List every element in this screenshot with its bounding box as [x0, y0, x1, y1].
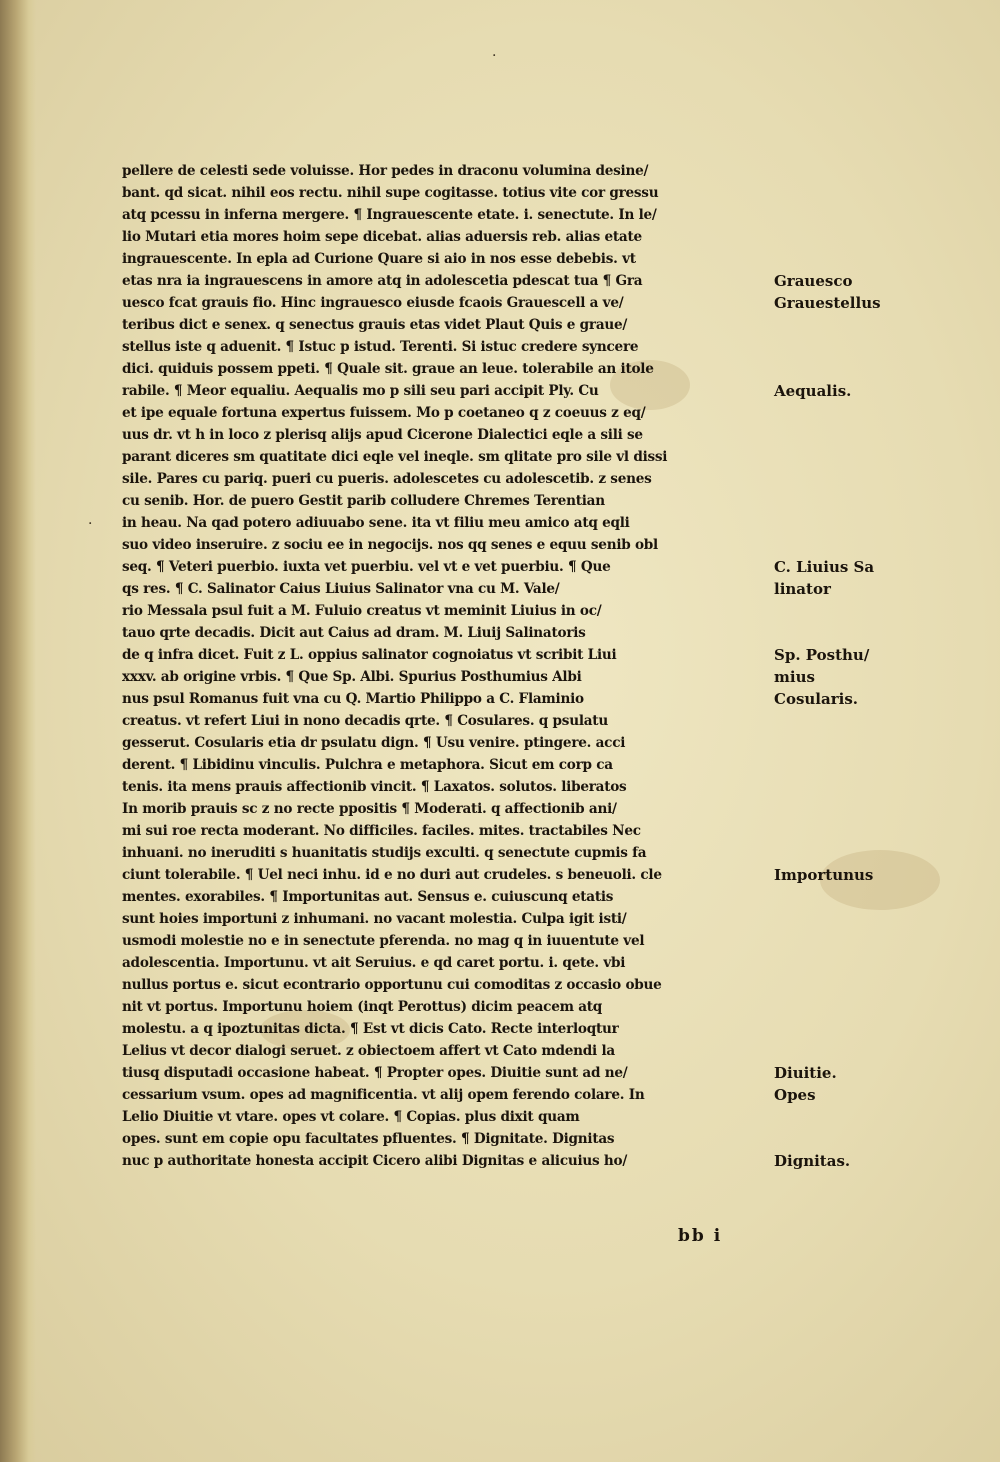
text-line: seq. ¶ Veteri puerbio. iuxta vet puerbiu. vel vt e vet puerbiu. ¶ Que	[122, 559, 611, 575]
text-line: derent. ¶ Libidinu vinculis. Pulchra e metaphora. Sicut em corp ca	[122, 757, 613, 773]
text-line: stellus iste q aduenit. ¶ Istuc p istud. Terenti. Si istuc credere syncere	[122, 339, 639, 355]
text-line: uesco fcat grauis fio. Hinc ingrauesco eiusde fcaois Grauescell a ve/	[122, 295, 624, 311]
text-line: qs res. ¶ C. Salinator Caius Liuius Salinator vna cu M. Vale/	[122, 581, 560, 597]
margin-note: Sp. Posthu/	[774, 646, 870, 664]
margin-note: Grauesco	[774, 272, 853, 290]
margin-note: C. Liuius Sa	[774, 558, 875, 576]
margin-note: Cosularis.	[774, 690, 858, 708]
margin-note: Grauestellus	[774, 294, 881, 312]
margin-note: Diuitie.	[774, 1064, 837, 1082]
text-line: tenis. ita mens prauis affectionib vincit. ¶ Laxatos. solutos. liberatos	[122, 779, 627, 795]
margin-note: Importunus	[774, 866, 874, 884]
text-line: sile. Pares cu pariq. pueri cu pueris. adolescetes cu adolescetib. z senes	[122, 471, 652, 487]
signature-mark: bb i	[678, 1226, 723, 1246]
text-line: sunt hoies importuni z inhumani. no vacant molestia. Culpa igit isti/	[122, 911, 627, 927]
text-line: tauo qrte decadis. Dicit aut Caius ad dram. M. Liuij Salinatoris	[122, 625, 586, 641]
text-line: cessarium vsum. opes ad magnificentia. vt alij opem ferendo colare. In	[122, 1087, 645, 1103]
text-line: creatus. vt refert Liui in nono decadis qrte. ¶ Cosulares. q psulatu	[122, 713, 608, 729]
text-line: in heau. Na qad potero adiuuabo sene. ita vt filiu meu amico atq eqli	[122, 515, 630, 531]
binding-gutter	[0, 0, 36, 1462]
ink-dot: ·	[492, 48, 497, 64]
text-line: mentes. exorabiles. ¶ Importunitas aut. Sensus e. cuiuscunq etatis	[122, 889, 614, 905]
text-line: nus psul Romanus fuit vna cu Q. Martio Philippo a C. Flaminio	[122, 691, 584, 707]
text-line: ingrauescente. In epla ad Curione Quare si aio in nos esse debebis. vt	[122, 251, 636, 267]
margin-note: linator	[774, 580, 831, 598]
text-line: teribus dict e senex. q senectus grauis etas videt Plaut Quis e graue/	[122, 317, 628, 333]
text-line: In morib prauis sc z no recte ppositis ¶ Moderati. q affectionib ani/	[122, 801, 617, 817]
text-line: inhuani. no ineruditi s huanitatis studijs exculti. q senectute cupmis fa	[122, 845, 647, 861]
margin-note: Opes	[774, 1086, 816, 1104]
text-line: Lelio Diuitie vt vtare. opes vt colare. ¶ Copias. plus dixit quam	[122, 1109, 580, 1125]
text-line: nullus portus e. sicut econtrario opportunu cui comoditas z occasio obue	[122, 977, 662, 993]
margin-note: Aequalis.	[774, 382, 852, 400]
text-line: bant. qd sicat. nihil eos rectu. nihil supe cogitasse. totius vite cor gressu	[122, 185, 659, 201]
text-line: nuc p authoritate honesta accipit Cicero alibi Dignitas e alicuius ho/	[122, 1153, 628, 1169]
text-line: suo video inseruire. z sociu ee in negocijs. nos qq senes e equu senib obl	[122, 537, 658, 553]
text-line: tiusq disputadi occasione habeat. ¶ Propter opes. Diuitie sunt ad ne/	[122, 1065, 628, 1081]
text-line: adolescentia. Importunu. vt ait Seruius. e qd caret portu. i. qete. vbi	[122, 955, 626, 971]
text-line: uus dr. vt h in loco z plerisq alijs apud Cicerone Dialectici eqle a sili se	[122, 427, 643, 443]
margin-note: mius	[774, 668, 815, 686]
text-line: nit vt portus. Importunu hoiem (inqt Perottus) dicim peacem atq	[122, 999, 603, 1015]
text-line: usmodi molestie no e in senectute pferenda. no mag q in iuuentute vel	[122, 933, 645, 949]
text-line: atq pcessu in inferna mergere. ¶ Ingrauescente etate. i. senectute. In le/	[122, 207, 657, 223]
text-line: rio Messala psul fuit a M. Fuluio creatus vt meminit Liuius in oc/	[122, 603, 602, 619]
text-line: etas nra ia ingrauescens in amore atq in adolescetia pdescat tua ¶ Gra	[122, 273, 643, 289]
ink-dot: ·	[88, 516, 93, 532]
text-line: molestu. a q ipoztunitas dicta. ¶ Est vt dicis Cato. Recte interloqtur	[122, 1021, 619, 1037]
text-line: dici. quiduis possem ppeti. ¶ Quale sit. graue an leue. tolerabile an itole	[122, 361, 654, 377]
text-line: parant diceres sm quatitate dici eqle vel ineqle. sm qlitate pro sile vl dissi	[122, 449, 668, 465]
text-line: rabile. ¶ Meor equaliu. Aequalis mo p sili seu pari accipit Ply. Cu	[122, 383, 599, 399]
text-line: gesserut. Cosularis etia dr psulatu dign. ¶ Usu venire. ptingere. acci	[122, 735, 626, 751]
text-line: ciunt tolerabile. ¶ Uel neci inhu. id e no duri aut crudeles. s beneuoli. cle	[122, 867, 662, 883]
text-line: xxxv. ab origine vrbis. ¶ Que Sp. Albi. Spurius Posthumius Albi	[122, 669, 582, 685]
text-line: lio Mutari etia mores hoim sepe dicebat. alias aduersis reb. alias etate	[122, 229, 642, 245]
main-text-block	[122, 160, 774, 1172]
text-line: opes. sunt em copie opu facultates pfluentes. ¶ Dignitate. Dignitas	[122, 1131, 615, 1147]
text-line: mi sui roe recta moderant. No difficiles. faciles. mites. tractabiles Nec	[122, 823, 641, 839]
text-line: de q infra dicet. Fuit z L. oppius salinator cognoiatus vt scribit Liui	[122, 647, 617, 663]
text-line: et ipe equale fortuna expertus fuissem. Mo p coetaneo q z coeuus z eq/	[122, 405, 646, 421]
text-line: cu senib. Hor. de puero Gestit parib colludere Chremes Terentian	[122, 493, 605, 509]
margin-note: Dignitas.	[774, 1152, 851, 1170]
text-line: Lelius vt decor dialogi seruet. z obiectoem affert vt Cato mdendi la	[122, 1043, 615, 1059]
text-line: pellere de celesti sede voluisse. Hor pedes in draconu volumina desine/	[122, 163, 649, 179]
